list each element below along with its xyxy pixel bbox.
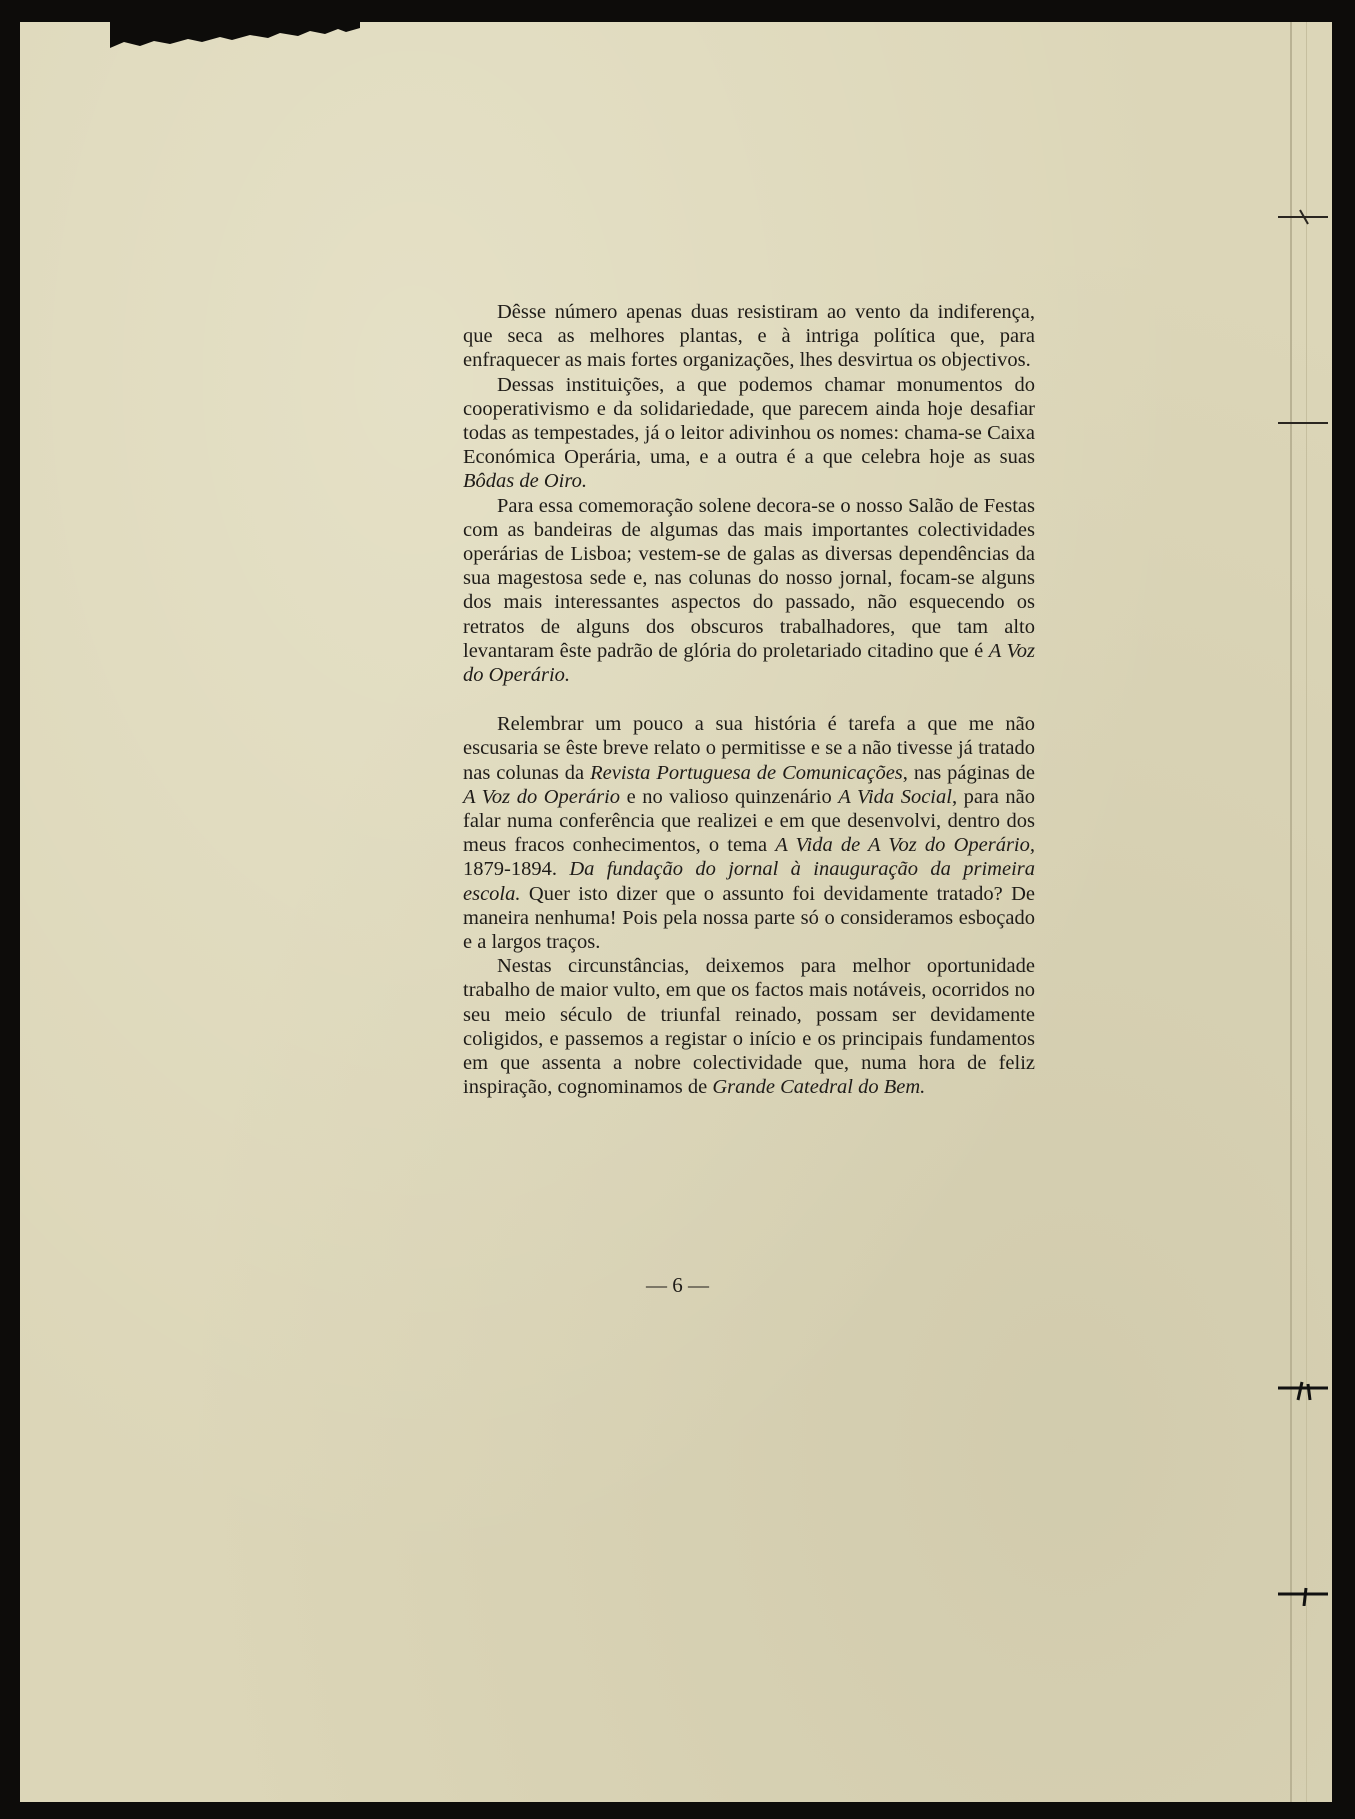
torn-edge xyxy=(110,22,360,62)
body-text xyxy=(463,300,1035,1100)
text-run: Dêsse número apenas duas resistiram ao vento da indiferença, que seca as melhores plantas, e à intriga política que, para enfraquecer as mais fortes organizações, lhes desvirtua os objectivos. xyxy=(463,301,1035,372)
italic-text: A Vida Social xyxy=(838,785,952,808)
italic-text: A Voz do Operário. xyxy=(463,639,1035,687)
binding-mark xyxy=(1278,206,1328,228)
text-run: e no valioso quinzenário xyxy=(620,785,839,808)
page-fold-line xyxy=(1290,22,1292,1802)
text-run: Quer isto dizer que o assunto foi devidamente tratado? De maneira nenhuma! Pois pela nossa parte só o consideramos esboçado e a largos traços. xyxy=(463,882,1035,954)
paragraph xyxy=(463,373,1035,494)
text-run: Nestas circunstâncias, deixemos para melhor oportunidade trabalho de maior vulto, em que os factos mais notáveis, ocorridos no seu meio século de triunfal reinado, possam ser devidamente coligidos, e passemos a registar o início e os principais fundamentos em que assenta a nobre colectividade que, numa hora de feliz inspiração, cognominamos de xyxy=(463,955,1035,1099)
binding-hole xyxy=(1278,1380,1328,1402)
text-run: Para essa comemoração solene decora-se o nosso Salão de Festas com as bandeiras de algumas das mais importantes colectividades operárias de Lisboa; vestem-se de galas as diversas dependências da sua magestosa sede e, nas colunas do nosso jornal, focam-se alguns dos mais interessantes aspectos do passado, não esquecendo os retratos de alguns dos obscuros trabalhadores, que tam alto levantaram êste padrão de glória do proletariado citadino que é xyxy=(463,494,1035,662)
italic-text: A Vida de A Voz do Operário, xyxy=(775,834,1035,857)
paragraph xyxy=(463,712,1035,954)
paragraph xyxy=(463,494,1035,688)
italic-text: Da fundação do jornal à inauguração da primeira escola. xyxy=(463,858,1035,905)
text-run: 1879-1894. xyxy=(463,858,570,881)
italic-text: Revista Portuguesa de Comunicações xyxy=(590,761,903,784)
text-run: Relembrar um pouco a sua história é tarefa a que me não escusaria se êste breve relato o permitisse e se a não tivesse já tratado nas colunas da xyxy=(463,713,1035,784)
text-run: Dessas instituições, a que podemos chamar monumentos do cooperativismo e da solidariedade, que parecem ainda hoje desafiar todas as tempestades, já o leitor adivinhou os nomes: chama-se Caixa Económica Operária, uma, e a outra é a que celebra hoje as suas xyxy=(463,373,1035,469)
text-run: , para não falar numa conferência que realizei e em que desenvolvi, dentro dos meus fracos conhecimentos, o tema xyxy=(463,785,1035,857)
italic-text: A Voz do Operário xyxy=(463,785,621,808)
italic-text: Bôdas de Oiro. xyxy=(463,470,587,493)
paragraph xyxy=(463,954,1035,1099)
binding-hole xyxy=(1278,1584,1328,1606)
page-number: — 6 — xyxy=(646,1273,709,1297)
italic-text: Grande Catedral do Bem. xyxy=(712,1076,926,1099)
text-run: , nas páginas de xyxy=(902,761,1036,784)
page-fold-line-secondary xyxy=(1306,22,1307,1802)
binding-mark xyxy=(1278,412,1328,434)
paragraph xyxy=(463,300,1035,373)
